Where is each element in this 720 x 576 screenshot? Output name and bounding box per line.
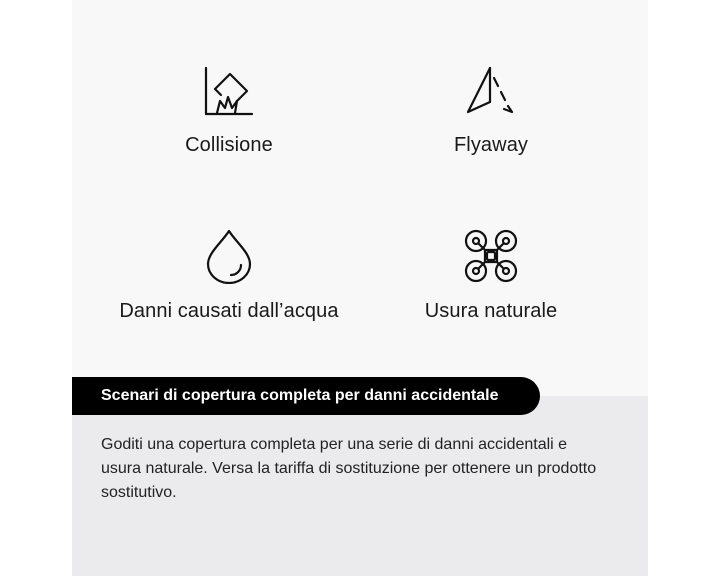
feature-water-damage (99, 228, 359, 323)
flyaway-icon (464, 64, 518, 118)
water-drop-icon (202, 228, 256, 284)
coverage-description: Goditi una copertura completa per una serie di danni accidentali e usura naturale. Versa la tariffa di sostituzione per ottenere un prodotto sostitutivo. (101, 436, 597, 501)
feature-collision (99, 64, 359, 157)
feature-wear (361, 228, 621, 323)
feature-flyaway (361, 64, 621, 157)
feature-label-wear: Usura naturale (424, 300, 558, 322)
coverage-banner: Scenari di copertura completa per danni accidentale (72, 377, 540, 415)
feature-label-water-damage: Danni causati dall’acqua (119, 300, 339, 322)
drone-icon (463, 228, 519, 284)
feature-label-flyaway: Flyaway (453, 134, 529, 156)
feature-label-collision: Collisione (185, 134, 273, 156)
coverage-panel (72, 0, 648, 576)
collision-icon (202, 64, 256, 118)
